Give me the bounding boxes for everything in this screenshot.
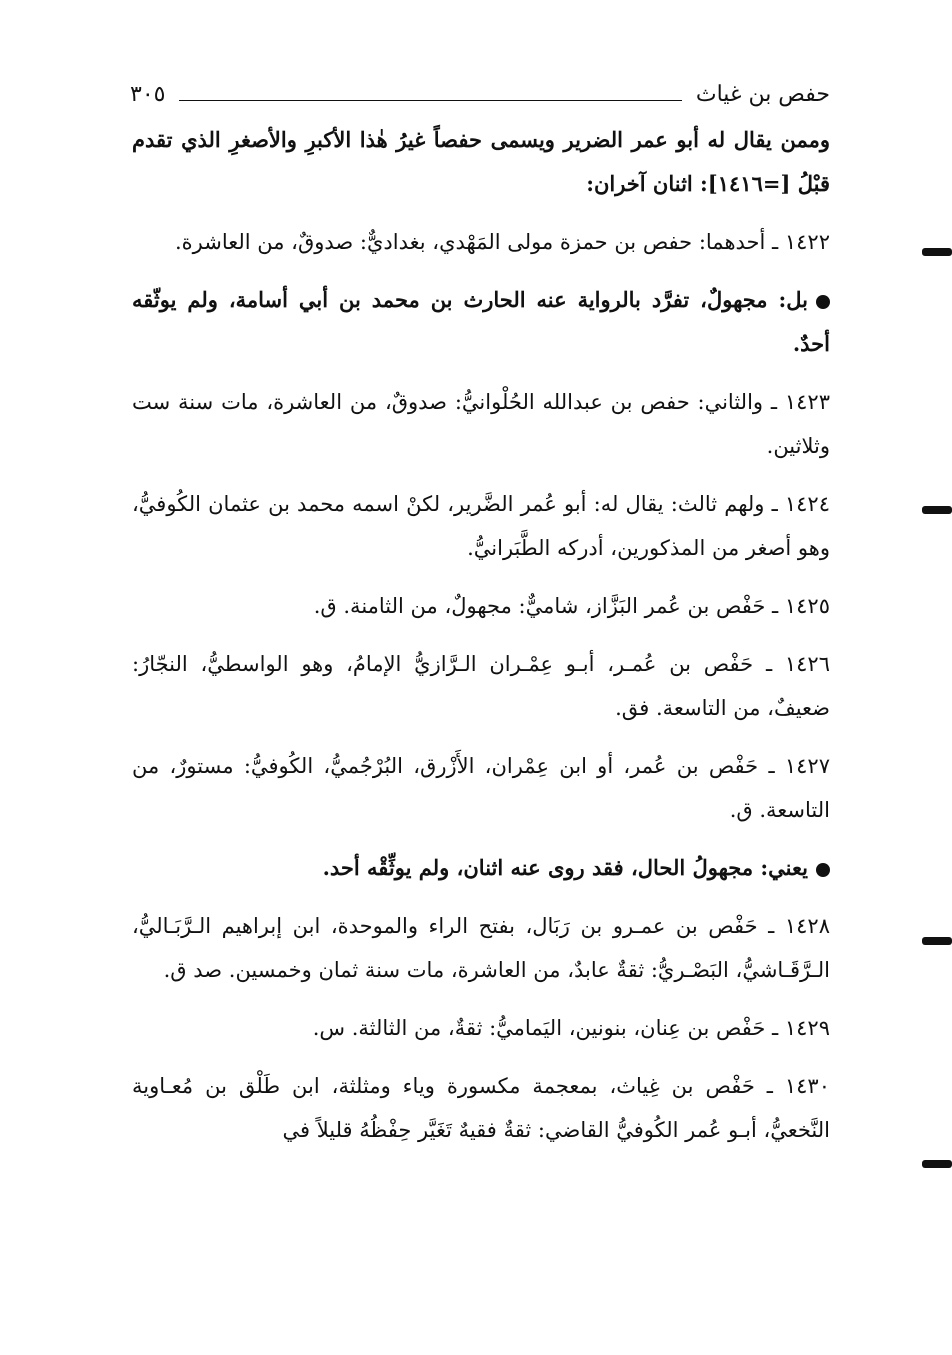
entry-number: ١٤٢٤ ـ — [771, 492, 830, 516]
note-1422 — [132, 278, 830, 366]
header-title: حفص بن غياث — [695, 81, 830, 107]
entry-text: حَفْص بن عِنان، بنونين، اليَماميُّ: ثقةٌ، من الثالثة. س. — [312, 1016, 766, 1040]
entry-number: ١٤٢٧ ـ — [768, 754, 830, 778]
entry-1425 — [132, 584, 830, 628]
margin-mark — [922, 506, 952, 514]
entry-text: حَفْص بن عُمر البَزَّاز، شاميٌّ: مجهولٌ، من الثامنة. ق. — [313, 594, 766, 618]
entry-number: ١٤٢٣ ـ — [770, 390, 830, 414]
entry-text: والثاني: حفص بن عبدالله الحُلْوانيُّ: صدوقٌ، من العاشرة، مات سنة ست وثلاثين. — [132, 390, 830, 458]
bullet-icon — [816, 295, 830, 309]
entry-text: ولهم ثالث: يقال له: أبو عُمر الضَّرير، لكنْ اسمه محمد بن عثمان الكُوفيُّ، وهو أصغر من المذكورين، أدركه الطَّبَرانيُّ. — [132, 492, 830, 560]
bullet-icon — [816, 863, 830, 877]
entry-1422 — [132, 220, 830, 264]
entry-1429 — [132, 1006, 830, 1050]
entry-1430 — [132, 1064, 830, 1152]
entry-1427 — [132, 744, 830, 832]
entry-number: ١٤٢٩ ـ — [772, 1016, 830, 1040]
entry-1428 — [132, 904, 830, 992]
note-text: بل: مجهولٌ، تفرَّد بالرواية عنه الحارث بن محمد بن أبي أسامة، ولم يوثّقه أحدٌ. — [132, 287, 830, 356]
entry-number: ١٤٢٥ ـ — [772, 594, 830, 618]
margin-mark — [922, 248, 952, 256]
intro-text: وممن يقال له أبو عمر الضرير ويسمى حفصاً غيرُ هٰذا الأكبرِ والأصغرِ الذي تقدم قبْلُ [=١٤١٦]: اثنان آخران: — [132, 127, 830, 196]
entry-number: ١٤٣٠ ـ — [766, 1074, 830, 1098]
margin-mark — [922, 937, 952, 945]
page-body — [132, 118, 830, 1166]
intro-paragraph — [132, 118, 830, 206]
note-1427 — [132, 846, 830, 890]
entry-number: ١٤٢٨ ـ — [768, 914, 830, 938]
entry-text: حَفْص بن عمـرو بن رَبَال، بفتح الراء والموحدة، ابن إبراهيم الـرَّبَـاليُّ، الـرَّقَـاشيُّ، البَصْـريُّ: ثقةٌ عابدٌ، من العاشرة، مات سنة ثمان وخمسين. صد ق. — [132, 914, 830, 982]
header-rule — [179, 100, 681, 101]
note-text: يعني: مجهولُ الحال، فقد روى عنه اثنان، ولم يوثِّقْه أحد. — [322, 855, 808, 880]
entry-1423 — [132, 380, 830, 468]
entry-1424 — [132, 482, 830, 570]
entry-text: أحدهما: حفص بن حمزة مولى المَهْدي، بغداديٌّ: صدوقٌ، من العاشرة. — [174, 230, 766, 254]
running-header — [130, 74, 830, 114]
page-number: ٣٠٥ — [130, 81, 166, 107]
entry-1426 — [132, 642, 830, 730]
entry-text: حَفْص بن عُمر، أو ابن عِمْران، الأَزْرق، البُرْجُميُّ، الكُوفيُّ: مستورٌ، من التاسعة. ق. — [132, 754, 830, 822]
entry-text: حَفْص بن عُمـر، أبـو عِمْـران الـرَّازيُّ الإمامُ، وهو الواسطيُّ، النجّارُ: ضعيفٌ، من التاسعة. فق. — [132, 652, 830, 720]
entry-text: حَفْص بن غِياث، بمعجمة مكسورة وياء ومثلثة، ابن طَلْق بن مُعـاوية النَّخعيُّ، أبـو عُمر الكُوفيُّ القاضي: ثقةٌ فقيهٌ تَغَيَّر حِفْظُهُ قليلاً في — [132, 1074, 830, 1142]
entry-number: ١٤٢٦ ـ — [765, 652, 830, 676]
margin-mark — [922, 1160, 952, 1168]
entry-number: ١٤٢٢ ـ — [772, 230, 830, 254]
